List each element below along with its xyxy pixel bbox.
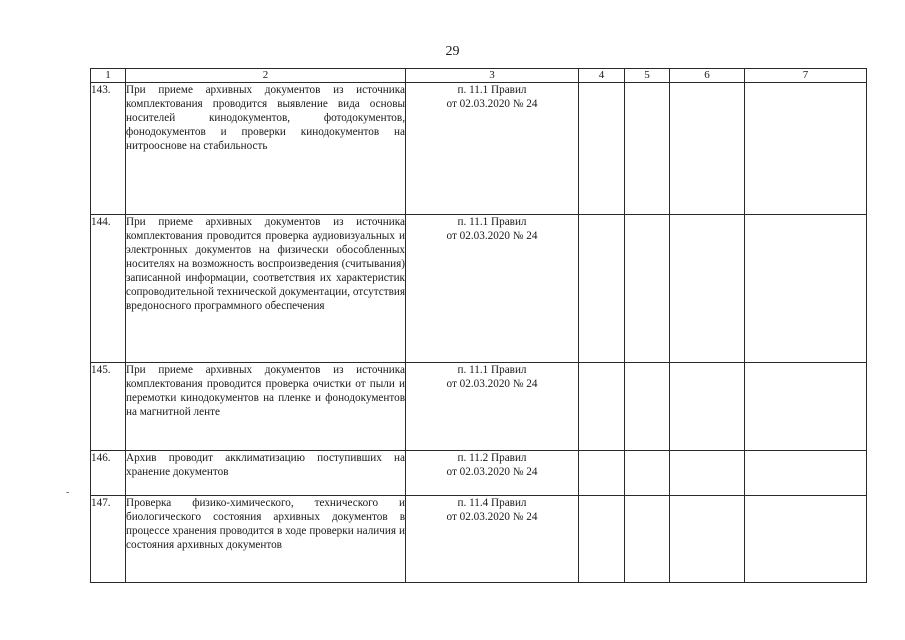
legal-reference: [406, 363, 579, 451]
empty-cell-7: [745, 83, 867, 215]
reference-clause: п. 11.1 Правил: [457, 84, 527, 96]
empty-cell-5: [625, 83, 670, 215]
requirement-text: При приеме архивных документов из источника комплектования проводится проверка аудиовизуальных и электронных документов на физически обособленных носителях на возможность воспроизведения (считывания) записанной информации, соответствия их характеристик сопроводительной технической документации, отсутствия вредоносного программного обеспечения: [126, 215, 406, 363]
legal-reference: [406, 83, 579, 215]
reference-clause: п. 11.4 Правил: [457, 497, 527, 509]
empty-cell-6: [670, 496, 745, 583]
reference-document: от 02.03.2020 № 24: [446, 466, 538, 478]
empty-cell-7: [745, 451, 867, 496]
empty-cell-6: [670, 451, 745, 496]
empty-cell-4: [579, 215, 625, 363]
legal-reference: [406, 451, 579, 496]
column-header-6: 6: [670, 69, 745, 83]
margin-mark: -: [66, 487, 70, 498]
requirement-text: При приеме архивных документов из источника комплектования проводится проверка очистки от пыли и перемотки кинодокументов на пленке и фонодокументов на магнитной ленте: [126, 363, 406, 451]
empty-cell-7: [745, 363, 867, 451]
column-header-2: 2: [126, 69, 406, 83]
requirement-text: Проверка физико-химического, технического и биологического состояния архивных документов в процессе хранения проводится в ходе проверки наличия и состояния архивных документов: [126, 496, 406, 583]
empty-cell-7: [745, 215, 867, 363]
row-number: 147.: [91, 496, 126, 583]
column-header-5: 5: [625, 69, 670, 83]
table-row: [91, 363, 867, 451]
empty-cell-6: [670, 363, 745, 451]
table-row: [91, 215, 867, 363]
empty-cell-4: [579, 496, 625, 583]
row-number: 145.: [91, 363, 126, 451]
reference-document: от 02.03.2020 № 24: [446, 98, 538, 110]
checklist-table: [90, 68, 867, 583]
column-header-3: 3: [406, 69, 579, 83]
requirement-text: При приеме архивных документов из источника комплектования проводится выявление вида основы носителей кинодокументов, фотодокументов, фонодокументов и проверки кинодокументов на нитрооснове на стабильность: [126, 83, 406, 215]
page-number: 29: [445, 44, 460, 59]
empty-cell-4: [579, 451, 625, 496]
empty-cell-4: [579, 83, 625, 215]
legal-reference: [406, 496, 579, 583]
reference-document: от 02.03.2020 № 24: [446, 511, 538, 523]
empty-cell-5: [625, 496, 670, 583]
legal-reference: [406, 215, 579, 363]
row-number: 144.: [91, 215, 126, 363]
row-number: 146.: [91, 451, 126, 496]
reference-document: от 02.03.2020 № 24: [446, 378, 538, 390]
empty-cell-6: [670, 215, 745, 363]
reference-clause: п. 11.1 Правил: [457, 364, 527, 376]
reference-clause: п. 11.1 Правил: [457, 216, 527, 228]
table-row: [91, 451, 867, 496]
empty-cell-6: [670, 83, 745, 215]
column-header-4: 4: [579, 69, 625, 83]
empty-cell-7: [745, 496, 867, 583]
reference-clause: п. 11.2 Правил: [457, 452, 527, 464]
column-header-7: 7: [745, 69, 867, 83]
table-row: [91, 496, 867, 583]
empty-cell-4: [579, 363, 625, 451]
empty-cell-5: [625, 363, 670, 451]
header-row: [91, 69, 867, 83]
requirement-text: Архив проводит акклиматизацию поступивших на хранение документов: [126, 451, 406, 496]
row-number: 143.: [91, 83, 126, 215]
table-row: [91, 83, 867, 215]
empty-cell-5: [625, 215, 670, 363]
empty-cell-5: [625, 451, 670, 496]
column-header-1: 1: [91, 69, 126, 83]
reference-document: от 02.03.2020 № 24: [446, 230, 538, 242]
